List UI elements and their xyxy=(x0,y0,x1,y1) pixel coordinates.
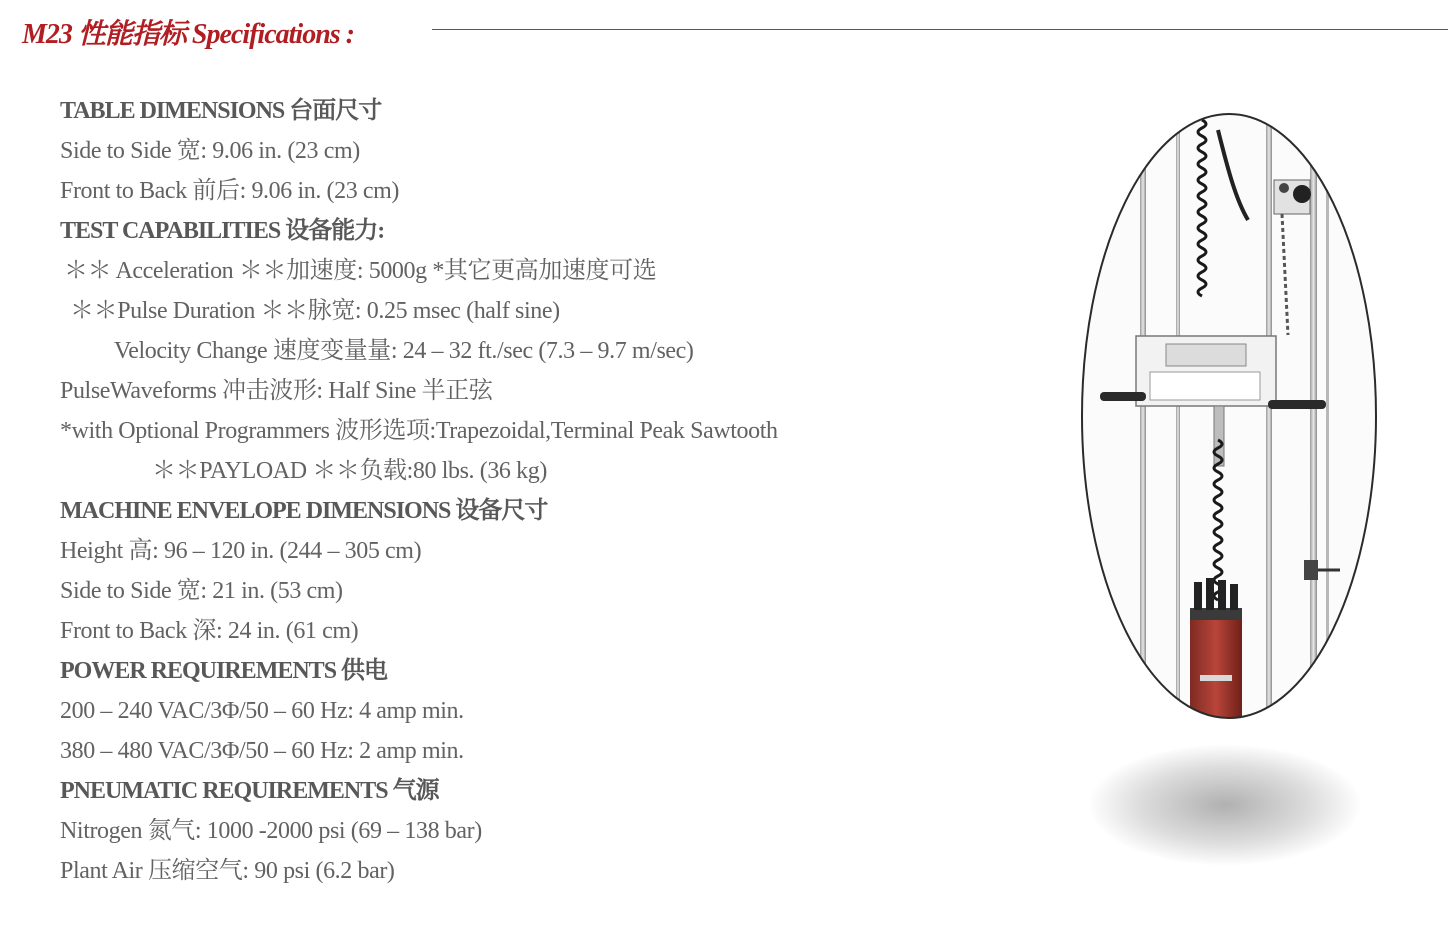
specifications-list xyxy=(60,91,960,891)
spec-header xyxy=(22,12,1448,52)
spec-pulse-duration: ＊＊Pulse Duration ＊＊脉宽: 0.25 msec (half sine) xyxy=(70,298,560,324)
heading-pneumatic-requirements: PNEUMATIC REQUIREMENTS 气源 xyxy=(60,778,439,804)
spec-envelope-front-to-back: Front to Back 深: 24 in. (61 cm) xyxy=(60,618,359,644)
spec-power-380-480: 380 – 480 VAC/3Φ/50 – 60 Hz: 2 amp min. xyxy=(60,738,464,764)
machine-photo xyxy=(1078,110,1380,722)
photo-shadow xyxy=(1090,745,1360,865)
spec-optional-programmers: *with Optional Programmers 波形选项:Trapezoidal,Terminal Peak Sawtooth xyxy=(60,418,778,444)
heading-test-capabilities: TEST CAPABILITIES 设备能力: xyxy=(60,218,385,244)
spec-table-side-to-side: Side to Side 宽: 9.06 in. (23 cm) xyxy=(60,138,360,164)
page-title: M23 性能指标 Specifications : xyxy=(22,19,354,50)
title-divider xyxy=(432,29,1448,30)
spec-table-front-to-back: Front to Back 前后: 9.06 in. (23 cm) xyxy=(60,178,400,204)
heading-power-requirements: POWER REQUIREMENTS 供电 xyxy=(60,658,388,684)
shock-machine-illustration xyxy=(1078,110,1380,722)
spec-pulse-waveforms: PulseWaveforms 冲击波形: Half Sine 半正弦 xyxy=(60,378,493,404)
spec-height: Height 高: 96 – 120 in. (244 – 305 cm) xyxy=(60,538,422,564)
heading-table-dimensions: TABLE DIMENSIONS 台面尺寸 xyxy=(60,98,382,124)
spec-payload: ＊＊PAYLOAD ＊＊负载:80 lbs. (36 kg) xyxy=(152,458,547,484)
spec-power-200-240: 200 – 240 VAC/3Φ/50 – 60 Hz: 4 amp min. xyxy=(60,698,464,724)
spec-nitrogen: Nitrogen 氮气: 1000 -2000 psi (69 – 138 bar) xyxy=(60,818,482,844)
heading-machine-envelope: MACHINE ENVELOPE DIMENSIONS 设备尺寸 xyxy=(60,498,548,524)
spec-envelope-side-to-side: Side to Side 宽: 21 in. (53 cm) xyxy=(60,578,343,604)
spec-acceleration: ＊＊ Acceleration ＊＊加速度: 5000g *其它更高加速度可选 xyxy=(64,258,657,284)
spec-velocity-change: Velocity Change 速度变量量: 24 – 32 ft./sec (7.3 – 9.7 m/sec) xyxy=(114,338,694,364)
spec-plant-air: Plant Air 压缩空气: 90 psi (6.2 bar) xyxy=(60,858,395,884)
